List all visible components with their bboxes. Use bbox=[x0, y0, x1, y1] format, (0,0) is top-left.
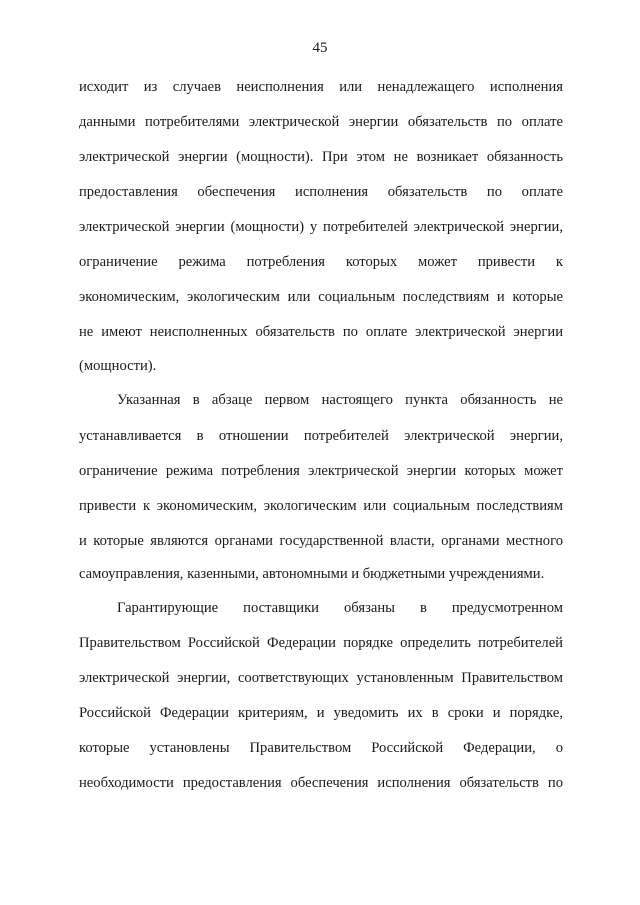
text-line: которые установлены Правительством Российской Федерации, о bbox=[79, 740, 563, 756]
text-line: данными потребителями электрической энергии обязательств по оплате bbox=[79, 114, 563, 130]
text-line: не имеют неисполненных обязательств по оплате электрической энергии bbox=[79, 324, 563, 340]
text-line: предоставления обеспечения исполнения обязательств по оплате bbox=[79, 184, 563, 200]
text-line: (мощности). bbox=[79, 358, 157, 374]
text-line: электрической энергии (мощности) у потребителей электрической энергии, bbox=[79, 219, 563, 235]
text-line: электрической энергии, соответствующих установленным Правительством bbox=[79, 670, 563, 686]
text-line: экономическим, экологическим или социальным последствиям и которые bbox=[79, 289, 563, 305]
text-line: Российской Федерации критериям, и уведомить их в сроки и порядке, bbox=[79, 705, 563, 721]
text-line: самоуправления, казенными, автономными и бюджетными учреждениями. bbox=[79, 566, 545, 582]
page-number: 45 bbox=[312, 40, 328, 56]
text-line: Гарантирующие поставщики обязаны в предусмотренном bbox=[117, 600, 563, 616]
text-line: Указанная в абзаце первом настоящего пункта обязанность не bbox=[117, 392, 563, 408]
text-line: исходит из случаев неисполнения или ненадлежащего исполнения bbox=[79, 79, 563, 95]
text-line: ограничение режима потребления которых может привести к bbox=[79, 254, 563, 270]
text-line: ограничение режима потребления электрической энергии которых может bbox=[79, 463, 563, 479]
text-line: и которые являются органами государственной власти, органами местного bbox=[79, 533, 563, 549]
text-line: Правительством Российской Федерации порядке определить потребителей bbox=[79, 635, 563, 651]
text-line: необходимости предоставления обеспечения исполнения обязательств по bbox=[79, 775, 563, 791]
text-line: электрической энергии (мощности). При этом не возникает обязанность bbox=[79, 149, 563, 165]
text-line: привести к экономическим, экологическим или социальным последствиям bbox=[79, 498, 563, 514]
text-line: устанавливается в отношении потребителей электрической энергии, bbox=[79, 428, 563, 444]
